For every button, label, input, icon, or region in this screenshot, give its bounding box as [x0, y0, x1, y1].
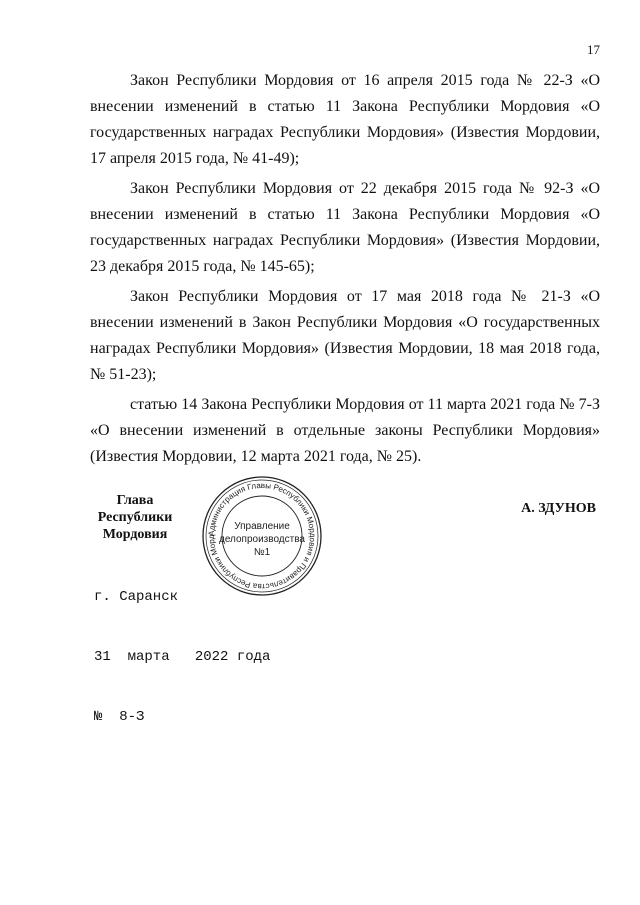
- signatory-title-line1: Глава: [116, 493, 154, 508]
- page-number: 17: [587, 42, 600, 57]
- stamp-ring-text: Администрация Главы Республики Мордовия и Правительства Республики Морд: [206, 480, 318, 592]
- paragraph-law-2015-december: Закон Республики Мордовия от 22 декабря 2015 года № 92-З «О внесении изменений в статью 11 Закона Республики Мордовия «О государственных наградах Республики Мордовия» (Известия Мордовии, 23 декабря 2015 года, № 145-65);: [90, 180, 600, 275]
- signatory-name: А. ЗДУНОВ: [521, 501, 596, 516]
- date-line: 31 марта 2022 года: [94, 649, 271, 665]
- signatory-title: [80, 492, 190, 543]
- city-line: г. Саранск: [94, 589, 179, 605]
- signatory-title-line2: Республики Мордовия: [97, 510, 173, 542]
- stamp-center-line1: Управление: [234, 521, 290, 532]
- document-body: [90, 68, 600, 474]
- stamp-center-line2: делопроизводства: [218, 534, 306, 545]
- paragraph-law-2015-april: Закон Республики Мордовия от 16 апреля 2015 года № 22-З «О внесении изменений в статью 11 Закона Республики Мордовия «О государственных наградах Республики Мордовия» (Известия Мордовии, 17 апреля 2015 года, № 41-49);: [90, 72, 600, 167]
- official-stamp: [200, 474, 324, 598]
- law-number-line: № 8-З: [94, 709, 145, 725]
- stamp-center-line3: №1: [253, 547, 271, 558]
- paragraph-law-2021-march: статью 14 Закона Республики Мордовия от 11 марта 2021 года № 7-З «О внесении изменений в отдельные законы Республики Мордовия» (Известия Мордовии, 12 марта 2021 года, № 25).: [90, 396, 600, 465]
- svg-text:Администрация Главы Республики: [200, 474, 317, 591]
- paragraph-law-2018-may: Закон Республики Мордовия от 17 мая 2018 года № 21-З «О внесении изменений в Закон Республики Мордовия «О государственных наградах Республики Мордовия» (Известия Мордовии, 18 мая 2018 года, № 51-23);: [90, 288, 600, 383]
